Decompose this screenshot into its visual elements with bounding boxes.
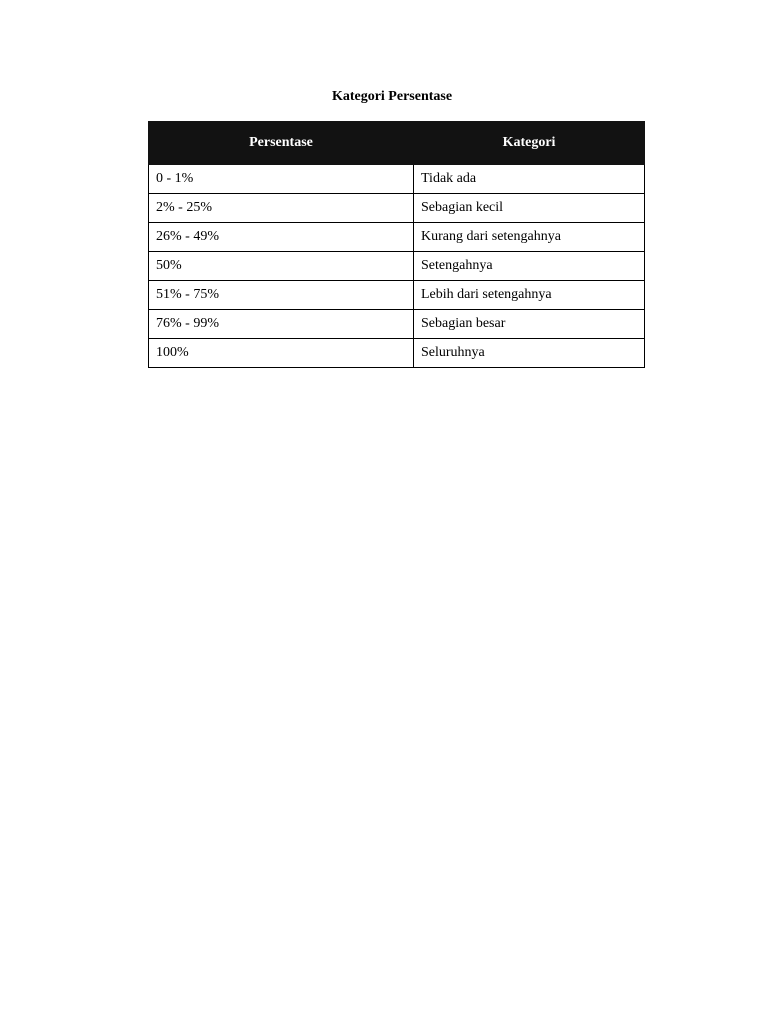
cell-category: Sebagian besar — [414, 310, 645, 339]
table-row — [149, 252, 645, 281]
table-title: Kategori Persentase — [331, 89, 453, 104]
table-header-row — [149, 122, 645, 165]
table-row — [149, 339, 645, 368]
table-row — [149, 281, 645, 310]
cell-percentage: 26% - 49% — [149, 223, 414, 252]
column-header-persentase: Persentase — [149, 122, 414, 165]
percentage-category-table — [148, 121, 645, 368]
table-row — [149, 165, 645, 194]
cell-percentage: 51% - 75% — [149, 281, 414, 310]
cell-category: Seluruhnya — [414, 339, 645, 368]
cell-percentage: 0 - 1% — [149, 165, 414, 194]
cell-category: Setengahnya — [414, 252, 645, 281]
table-row — [149, 310, 645, 339]
cell-percentage: 100% — [149, 339, 414, 368]
cell-category: Kurang dari setengahnya — [414, 223, 645, 252]
table-row — [149, 223, 645, 252]
cell-percentage: 76% - 99% — [149, 310, 414, 339]
cell-category: Tidak ada — [414, 165, 645, 194]
cell-percentage: 50% — [149, 252, 414, 281]
cell-category: Sebagian kecil — [414, 194, 645, 223]
column-header-kategori: Kategori — [414, 122, 645, 165]
cell-percentage: 2% - 25% — [149, 194, 414, 223]
table-row — [149, 194, 645, 223]
cell-category: Lebih dari setengahnya — [414, 281, 645, 310]
